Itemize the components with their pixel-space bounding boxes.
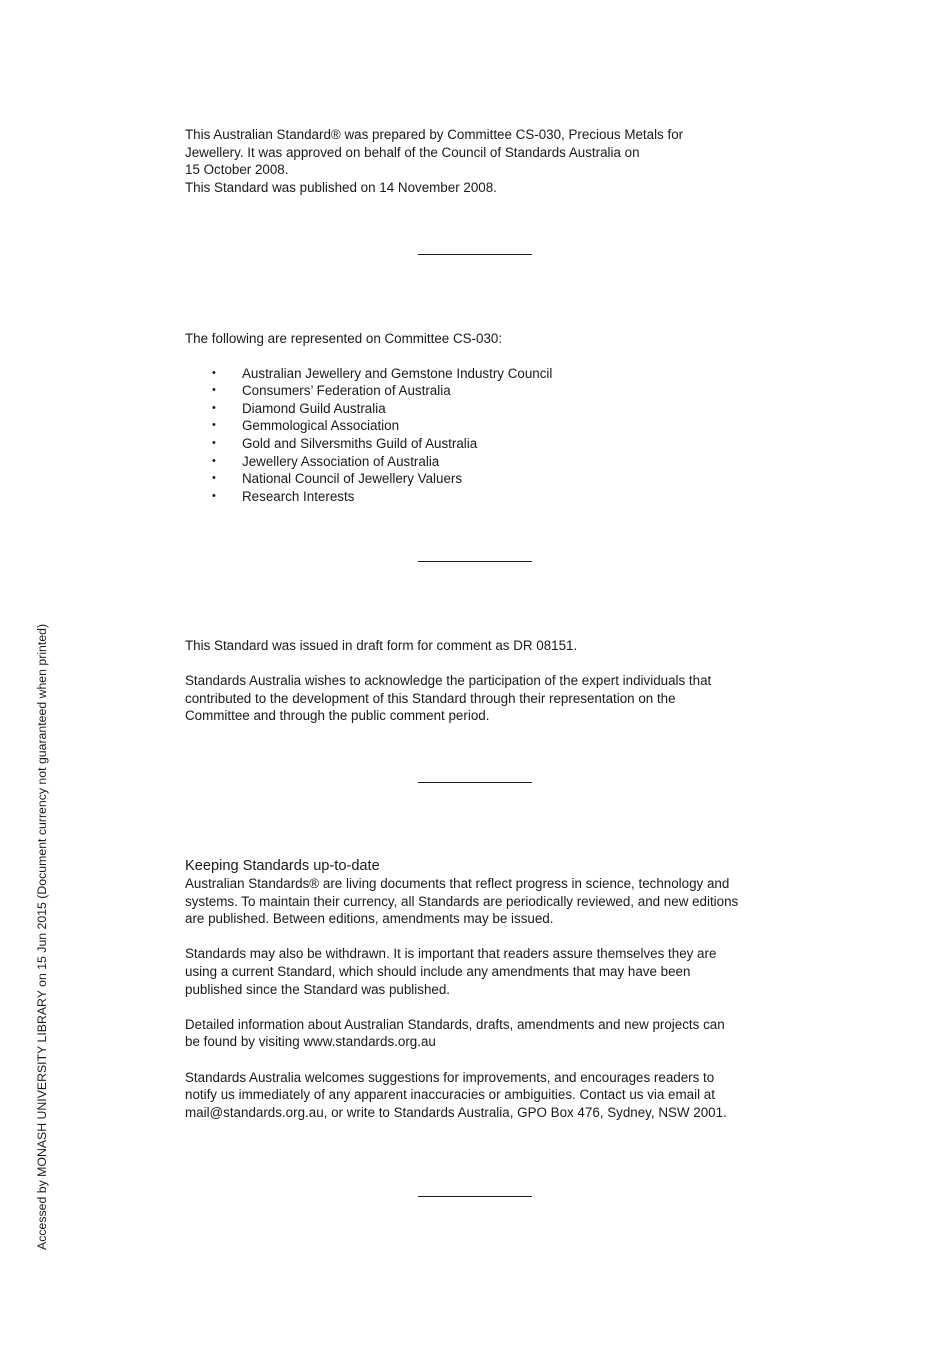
- paragraph-line: are published. Between editions, amendments may be issued.: [185, 911, 554, 927]
- list-item: [185, 488, 775, 506]
- paragraph-line: Standards may also be withdrawn. It is important that readers assure themselves they are: [185, 946, 717, 962]
- acknowledgement-line: Standards Australia wishes to acknowledge the participation of the expert individuals that: [185, 673, 712, 689]
- list-item: [185, 417, 775, 435]
- member-name: Australian Jewellery and Gemstone Industry Council: [242, 365, 553, 381]
- publication-line: This Standard was published on 14 November 2008.: [185, 179, 497, 195]
- bullet-icon: •: [212, 436, 216, 449]
- list-item: [185, 470, 775, 488]
- draft-issued-line: This Standard was issued in draft form for comment as DR 08151.: [185, 638, 578, 653]
- committee-member-list: [185, 365, 775, 506]
- list-item: [185, 453, 775, 471]
- bullet-icon: •: [212, 384, 216, 397]
- bullet-icon: •: [212, 366, 216, 379]
- paragraph-line: Detailed information about Australian Standards, drafts, amendments and new projects can: [185, 1016, 725, 1032]
- section-divider: [418, 782, 532, 783]
- section-heading: Keeping Standards up-to-date: [185, 858, 380, 874]
- bullet-icon: •: [212, 472, 216, 485]
- committee-intro: The following are represented on Committee CS-030:: [185, 331, 503, 346]
- draft-section: [185, 637, 775, 725]
- member-name: Research Interests: [242, 488, 355, 504]
- member-name: National Council of Jewellery Valuers: [242, 471, 463, 487]
- section-divider: [418, 254, 532, 255]
- list-item: [185, 435, 775, 453]
- member-name: Jewellery Association of Australia: [242, 453, 440, 469]
- approval-statement: [185, 126, 775, 196]
- paragraph-line: notify us immediately of any apparent inaccuracies or ambiguities. Contact us via email at: [185, 1087, 715, 1103]
- bullet-icon: •: [212, 489, 216, 502]
- list-item: [185, 382, 775, 400]
- list-item: [185, 365, 775, 383]
- section-divider: [418, 561, 532, 562]
- approval-line: This Australian Standard® was prepared by Committee CS-030, Precious Metals for: [185, 127, 684, 142]
- committee-section: [185, 330, 775, 505]
- bullet-icon: •: [212, 419, 216, 432]
- paragraph-line: systems. To maintain their currency, all Standards are periodically reviewed, and new editions: [185, 893, 739, 909]
- paragraph-line: Standards Australia welcomes suggestions for improvements, and encourages readers to: [185, 1069, 715, 1085]
- list-item: [185, 400, 775, 418]
- approval-line: 15 October 2008.: [185, 162, 289, 178]
- member-name: Gemmological Association: [242, 418, 400, 434]
- paragraph-line: published since the Standard was published.: [185, 981, 451, 997]
- paragraph-line: mail@standards.org.au, or write to Standards Australia, GPO Box 476, Sydney, NSW 2001.: [185, 1104, 727, 1120]
- paragraph-line: Australian Standards® are living documents that reflect progress in science, technology and: [185, 876, 730, 891]
- approval-line: Jewellery. It was approved on behalf of the Council of Standards Australia on: [185, 144, 640, 160]
- acknowledgement-line: contributed to the development of this Standard through their representation on the: [185, 690, 676, 706]
- paragraph-line: be found by visiting www.standards.org.au: [185, 1034, 436, 1050]
- bullet-icon: •: [212, 401, 216, 414]
- acknowledgement-line: Committee and through the public comment period.: [185, 708, 490, 724]
- paragraph-line: using a current Standard, which should include any amendments that may have been: [185, 963, 691, 979]
- up-to-date-section: [185, 857, 775, 1121]
- bullet-icon: •: [212, 454, 216, 467]
- member-name: Consumers’ Federation of Australia: [242, 383, 451, 399]
- access-watermark-note: Accessed by MONASH UNIVERSITY LIBRARY on 15 Jun 2015 (Document currency not guaranteed when printed): [35, 623, 49, 1250]
- member-name: Gold and Silversmiths Guild of Australia: [242, 435, 478, 451]
- member-name: Diamond Guild Australia: [242, 400, 386, 416]
- section-divider: [418, 1196, 532, 1197]
